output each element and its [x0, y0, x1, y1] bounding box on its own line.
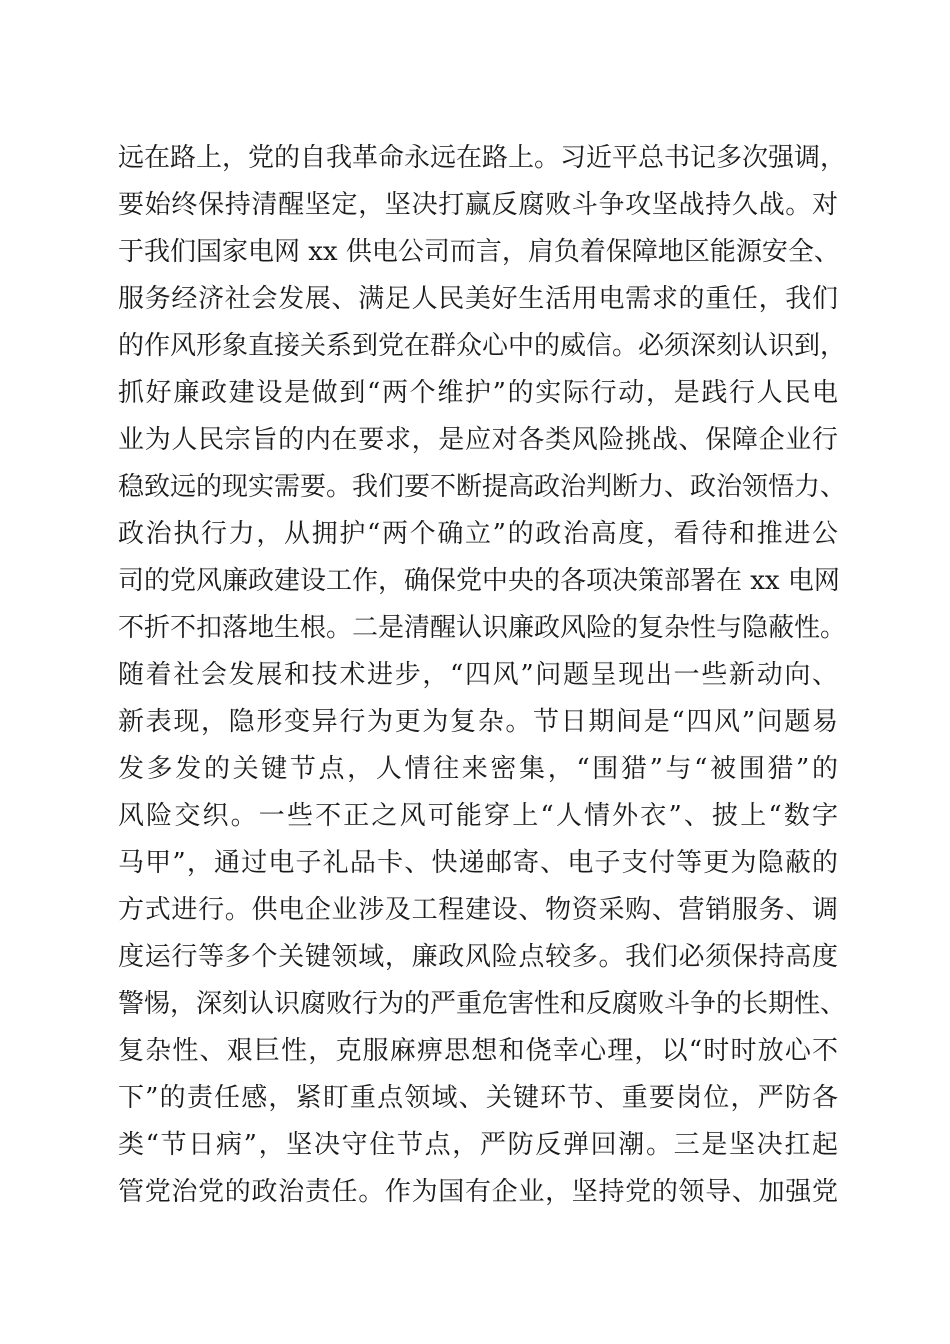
text-line: 的作风形象直接关系到党在群众心中的威信。必须深刻认识到， — [118, 331, 847, 361]
text-line: 要始终保持清醒坚定，坚决打赢反腐败斗争攻坚战持久战。对 — [118, 190, 838, 220]
text-line: 于我们国家电网 xx 供电公司而言，肩负着保障地区能源安全、 — [118, 237, 840, 267]
text-line: 警惕，深刻认识腐败行为的严重危害性和反腐败斗争的长期性、 — [118, 989, 847, 1019]
text-line: 管党治党的政治责任。作为国有企业，坚持党的领导、加强党 — [118, 1177, 838, 1207]
text-line: 类“节日病”，坚决守住节点，严防反弹回潮。三是坚决扛起 — [118, 1130, 838, 1160]
text-line: 新表现，隐形变异行为更为复杂。节日期间是“四风”问题易 — [118, 707, 838, 737]
text-line: 业为人民宗旨的内在要求，是应对各类风险挑战、保障企业行 — [118, 425, 838, 455]
text-line: 风险交织。一些不正之风可能穿上“人情外衣”、披上“数字 — [118, 801, 838, 831]
text-line: 政治执行力，从拥护“两个确立”的政治高度，看待和推进公 — [118, 519, 838, 549]
text-line: 下”的责任感，紧盯重点领域、关键环节、重要岗位，严防各 — [118, 1083, 838, 1113]
text-line: 司的党风廉政建设工作，确保党中央的各项决策部署在 xx 电网 — [118, 566, 840, 596]
text-line: 随着社会发展和技术进步，“四风”问题呈现出一些新动向、 — [118, 660, 838, 690]
text-line: 远在路上，党的自我革命永远在路上。习近平总书记多次强调， — [118, 143, 847, 173]
text-line: 度运行等多个关键领域，廉政风险点较多。我们必须保持高度 — [118, 942, 838, 972]
text-line: 方式进行。供电企业涉及工程建设、物资采购、营销服务、调 — [118, 895, 838, 925]
text-line: 不折不扣落地生根。二是清醒认识廉政风险的复杂性与隐蔽性。 — [118, 613, 847, 643]
body-paragraph — [118, 135, 847, 1216]
text-line: 服务经济社会发展、满足人民美好生活用电需求的重任，我们 — [118, 284, 838, 314]
text-line: 复杂性、艰巨性，克服麻痹思想和侥幸心理，以“时时放心不 — [118, 1036, 838, 1066]
text-line: 抓好廉政建设是做到“两个维护”的实际行动，是践行人民电 — [118, 378, 838, 408]
text-line: 稳致远的现实需要。我们要不断提高政治判断力、政治领悟力、 — [118, 472, 847, 502]
text-line: 马甲”，通过电子礼品卡、快递邮寄、电子支付等更为隐蔽的 — [118, 848, 838, 878]
text-line: 发多发的关键节点，人情往来密集，“围猎”与“被围猎”的 — [118, 754, 838, 784]
